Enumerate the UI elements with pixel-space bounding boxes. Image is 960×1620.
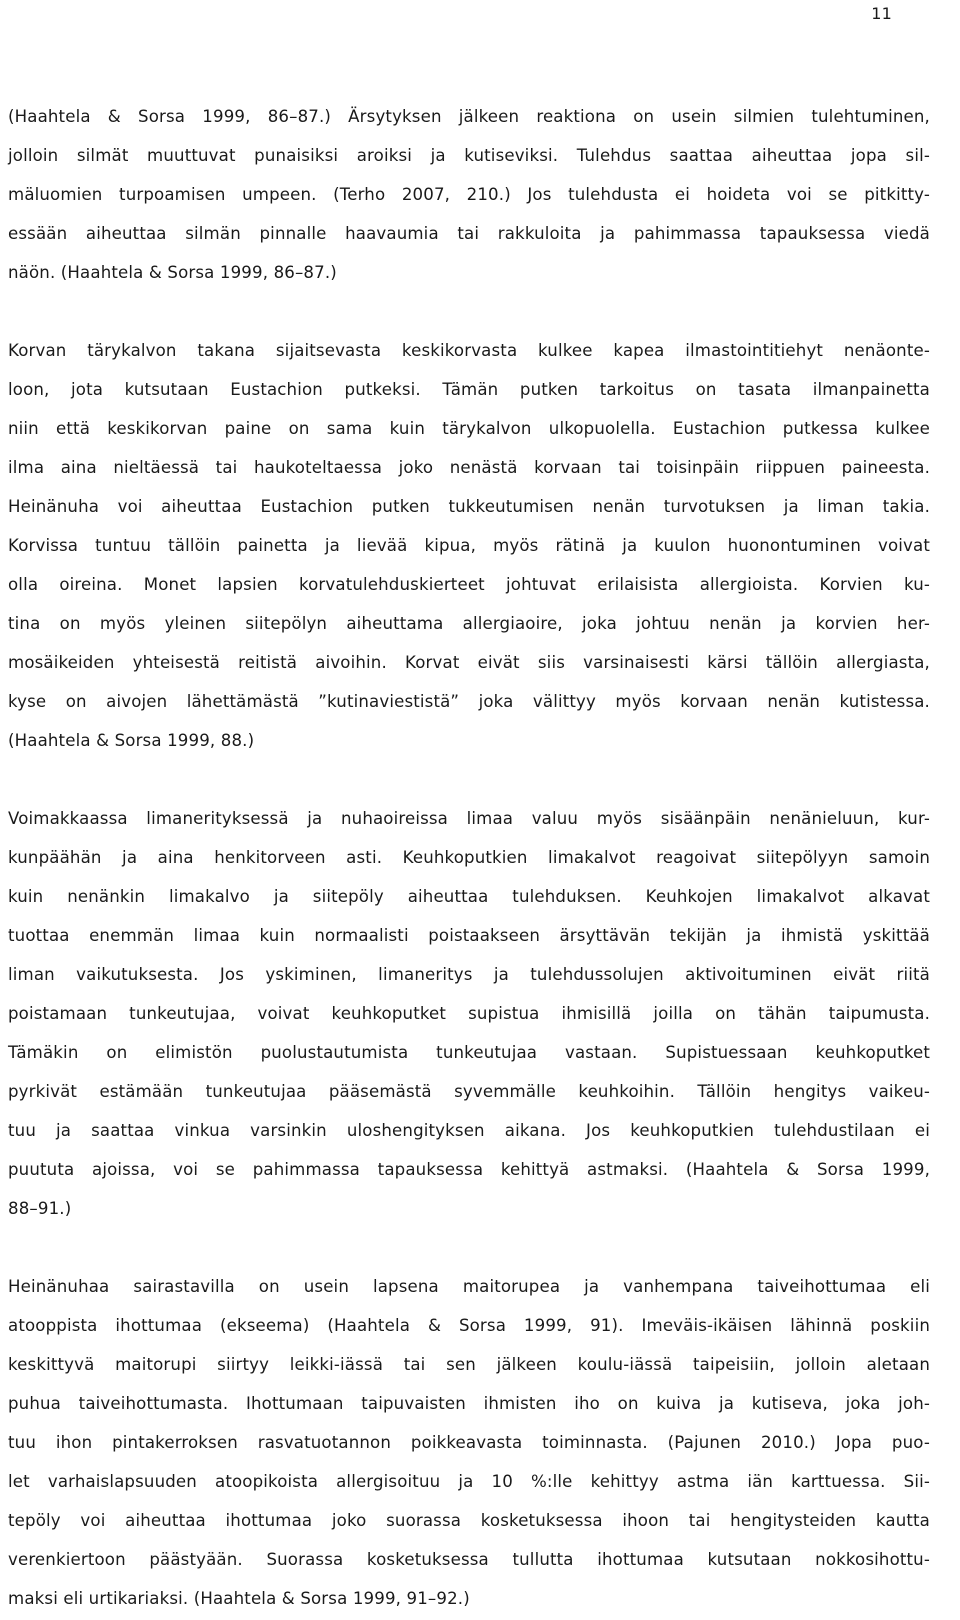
text-line: mäluomien turpoamisen umpeen. (Terho 2007, 210.) Jos tulehdusta ei hoideta voi se pitkitty- — [8, 185, 930, 204]
text-line: (Haahtela & Sorsa 1999, 86–87.) Ärsytyksen jälkeen reaktiona on usein silmien tulehtuminen, — [8, 107, 930, 126]
document-body — [8, 99, 930, 1620]
paragraph-skin-symptoms — [8, 1269, 930, 1620]
text-line: let varhaislapsuuden atoopikoista allergisoituu ja 10 %:lle kehittyy astma iän karttuessa. Sii- — [8, 1472, 930, 1491]
paragraph-gap — [8, 762, 930, 801]
text-line: Heinänuha voi aiheuttaa Eustachion putken tukkeutumisen nenän turvotuksen ja liman takia. — [8, 497, 930, 516]
text-line: ilma aina nieltäessä tai haukoteltaessa joko nenästä korvaan tai toisinpäin riippuen paineesta. — [8, 458, 930, 477]
text-line: keskittyvä maitorupi siirtyy leikki-iässä tai sen jälkeen koulu-iässä taipeisiin, jolloin aletaan — [8, 1355, 930, 1374]
text-line: tina on myös yleinen siitepölyn aiheuttama allergiaoire, joka johtuu nenän ja korvien her- — [8, 614, 930, 633]
paragraph-ear-symptoms — [8, 333, 930, 762]
text-line: mosäikeiden yhteisestä reitistä aivoihin. Korvat eivät siis varsinaisesti kärsi tällöin allergiasta, — [8, 653, 930, 672]
text-line: loon, jota kutsutaan Eustachion putkeksi. Tämän putken tarkoitus on tasata ilmanpainetta — [8, 380, 930, 399]
text-line: olla oireina. Monet lapsien korvatulehduskierteet johtuvat erilaisista allergioista. Korvien ku- — [8, 575, 930, 594]
text-line: (Haahtela & Sorsa 1999, 88.) — [8, 731, 255, 750]
text-line: jolloin silmät muuttuvat punaisiksi aroiksi ja kutiseviksi. Tulehdus saattaa aiheuttaa jopa sil- — [8, 146, 930, 165]
paragraph-lung-symptoms — [8, 801, 930, 1230]
text-line: verenkiertoon päästyään. Suorassa kosketuksessa tullutta ihottumaa kutsutaan nokkosihottu- — [8, 1550, 930, 1569]
text-line: Korvissa tuntuu tällöin painetta ja lievää kipua, myös rätinä ja kuulon huonontuminen voivat — [8, 536, 930, 555]
text-line: kuin nenänkin limakalvo ja siitepöly aiheuttaa tulehduksen. Keuhkojen limakalvot alkavat — [8, 887, 930, 906]
text-line: puhua taiveihottumasta. Ihottumaan taipuvaisten ihmisten iho on kuiva ja kutiseva, joka joh- — [8, 1394, 930, 1413]
text-line: niin että keskikorvan paine on sama kuin tärykalvon ulkopuolella. Eustachion putkessa kulkee — [8, 419, 930, 438]
text-line: atooppista ihottumaa (ekseema) (Haahtela & Sorsa 1999, 91). Imeväis-ikäisen lähinnä poskiin — [8, 1316, 930, 1335]
text-line: tepöly voi aiheuttaa ihottumaa joko suorassa kosketuksessa ihoon tai hengitysteiden kautta — [8, 1511, 930, 1530]
text-line: poistamaan tunkeutujaa, voivat keuhkoputket supistua ihmisillä joilla on tähän taipumusta. — [8, 1004, 930, 1023]
text-line: puututa ajoissa, voi se pahimmassa tapauksessa kehittyä astmaksi. (Haahtela & Sorsa 1999, — [8, 1160, 930, 1179]
paragraph-gap — [8, 294, 930, 333]
text-line: tuu ja saattaa vinkua varsinkin uloshengityksen aikana. Jos keuhkoputkien tulehdustilaan ei — [8, 1121, 930, 1140]
text-line: liman vaikutuksesta. Jos yskiminen, limaneritys ja tulehdussolujen aktivoituminen eivät riitä — [8, 965, 930, 984]
text-line: 88–91.) — [8, 1199, 72, 1218]
text-line: essään aiheuttaa silmän pinnalle haavaumia tai rakkuloita ja pahimmassa tapauksessa viedä — [8, 224, 930, 243]
text-line: kunpäähän ja aina henkitorveen asti. Keuhkoputkien limakalvot reagoivat siitepölyyn samoin — [8, 848, 930, 867]
page-number: 11 — [871, 4, 892, 23]
text-line: tuottaa enemmän limaa kuin normaalisti poistaakseen ärsyttävän tekijän ja ihmistä yskittää — [8, 926, 930, 945]
text-line: Tämäkin on elimistön puolustautumista tunkeutujaa vastaan. Supistuessaan keuhkoputket — [8, 1043, 930, 1062]
text-line: kyse on aivojen lähettämästä ”kutinaviestistä” joka välittyy myös korvaan nenän kutistessa. — [8, 692, 930, 711]
text-line: maksi eli urtikariaksi. (Haahtela & Sorsa 1999, 91–92.) — [8, 1589, 470, 1608]
text-line: pyrkivät estämään tunkeutujaa pääsemästä syvemmälle keuhkoihin. Tällöin hengitys vaikeu- — [8, 1082, 930, 1101]
text-line: Voimakkaassa limanerityksessä ja nuhaoireissa limaa valuu myös sisäänpäin nenänieluun, kur- — [8, 809, 930, 828]
text-line: näön. (Haahtela & Sorsa 1999, 86–87.) — [8, 263, 337, 282]
paragraph-eye-symptoms — [8, 99, 930, 294]
paragraph-gap — [8, 1230, 930, 1269]
text-line: Heinänuhaa sairastavilla on usein lapsena maitorupea ja vanhempana taiveihottumaa eli — [8, 1277, 930, 1296]
text-line: tuu ihon pintakerroksen rasvatuotannon poikkeavasta toiminnasta. (Pajunen 2010.) Jopa puo- — [8, 1433, 930, 1452]
text-line: Korvan tärykalvon takana sijaitsevasta keskikorvasta kulkee kapea ilmastointitiehyt nenäonte- — [8, 341, 930, 360]
